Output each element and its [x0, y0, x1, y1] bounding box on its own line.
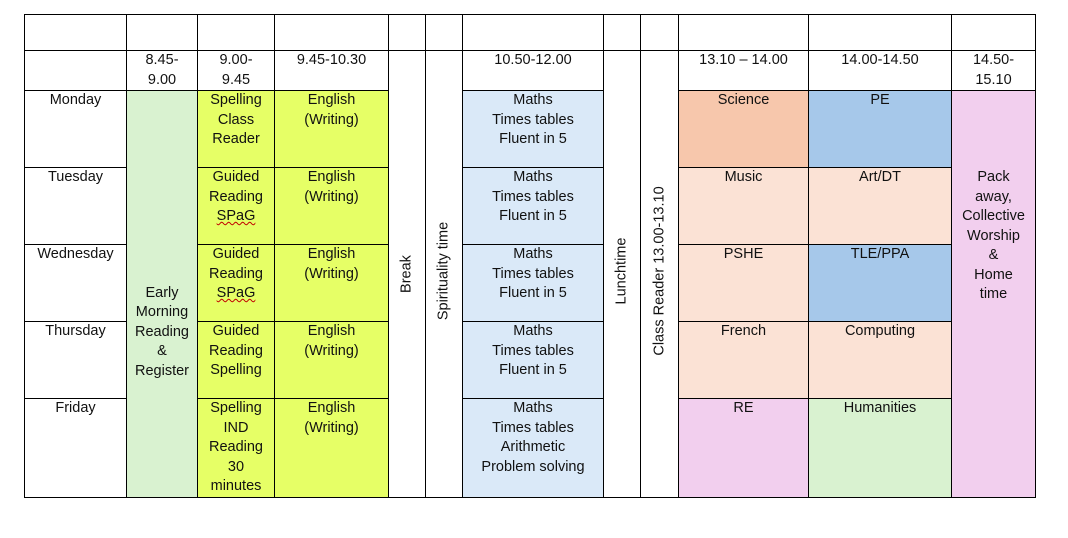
- blank-cell: [604, 15, 641, 51]
- blank-row: [25, 15, 1036, 51]
- time-row: [25, 51, 1036, 91]
- lunch-column: [604, 51, 641, 498]
- maths-cell: Maths Times tables Fluent in 5: [463, 168, 604, 245]
- blank-cell: [463, 15, 604, 51]
- day-label: Thursday: [25, 322, 127, 399]
- afternoon-1-cell: PSHE: [679, 245, 809, 322]
- slot2-cell: Guided Reading SPaG: [198, 168, 275, 245]
- blank-cell: [809, 15, 952, 51]
- spirituality-label: Spirituality time: [435, 221, 452, 321]
- time-header: 13.10 – 14.00: [679, 51, 809, 91]
- slot2-cell: Spelling Class Reader: [198, 91, 275, 168]
- maths-cell: Maths Times tables Fluent in 5: [463, 322, 604, 399]
- blank-cell: [641, 15, 679, 51]
- day-label: Friday: [25, 399, 127, 498]
- english-cell: English (Writing): [275, 399, 389, 498]
- day-row-monday: [25, 91, 1036, 168]
- english-cell: English (Writing): [275, 91, 389, 168]
- english-cell: English (Writing): [275, 245, 389, 322]
- timetable: [24, 14, 1036, 498]
- blank-cell: [25, 15, 127, 51]
- spirituality-column: [426, 51, 463, 498]
- slot2-cell: Spelling IND Reading 30 minutes: [198, 399, 275, 498]
- pack-away-cell: Pack away, Collective Worship & Home time: [952, 91, 1036, 498]
- blank-cell: [426, 15, 463, 51]
- class-reader-column: [641, 51, 679, 498]
- break-label: Break: [398, 254, 415, 293]
- early-reading-cell: Early Morning Reading & Register: [127, 91, 198, 498]
- time-header: 14.00-14.50: [809, 51, 952, 91]
- maths-cell: Maths Times tables Fluent in 5: [463, 91, 604, 168]
- time-header: 10.50-12.00: [463, 51, 604, 91]
- time-header: 14.50- 15.10: [952, 51, 1036, 91]
- day-label: Wednesday: [25, 245, 127, 322]
- afternoon-2-cell: Computing: [809, 322, 952, 399]
- slot2-cell: Guided Reading Spelling: [198, 322, 275, 399]
- lunchtime-label: Lunchtime: [613, 237, 630, 305]
- afternoon-1-cell: RE: [679, 399, 809, 498]
- blank-cell: [679, 15, 809, 51]
- corner-cell: [25, 51, 127, 91]
- afternoon-1-cell: Music: [679, 168, 809, 245]
- maths-cell: Maths Times tables Fluent in 5: [463, 245, 604, 322]
- blank-cell: [127, 15, 198, 51]
- day-label: Tuesday: [25, 168, 127, 245]
- afternoon-2-cell: Humanities: [809, 399, 952, 498]
- afternoon-2-cell: Art/DT: [809, 168, 952, 245]
- time-header: 9.45-10.30: [275, 51, 389, 91]
- blank-cell: [389, 15, 426, 51]
- blank-cell: [275, 15, 389, 51]
- english-cell: English (Writing): [275, 168, 389, 245]
- blank-cell: [198, 15, 275, 51]
- afternoon-2-cell: TLE/PPA: [809, 245, 952, 322]
- break-column: [389, 51, 426, 498]
- time-header: 8.45- 9.00: [127, 51, 198, 91]
- time-header: 9.00- 9.45: [198, 51, 275, 91]
- maths-cell: Maths Times tables Arithmetic Problem solving: [463, 399, 604, 498]
- afternoon-2-cell: PE: [809, 91, 952, 168]
- english-cell: English (Writing): [275, 322, 389, 399]
- day-label: Monday: [25, 91, 127, 168]
- slot2-cell: Guided Reading SPaG: [198, 245, 275, 322]
- afternoon-1-cell: French: [679, 322, 809, 399]
- class-reader-label: Class Reader 13.00-13.10: [650, 186, 667, 356]
- blank-cell: [952, 15, 1036, 51]
- afternoon-1-cell: Science: [679, 91, 809, 168]
